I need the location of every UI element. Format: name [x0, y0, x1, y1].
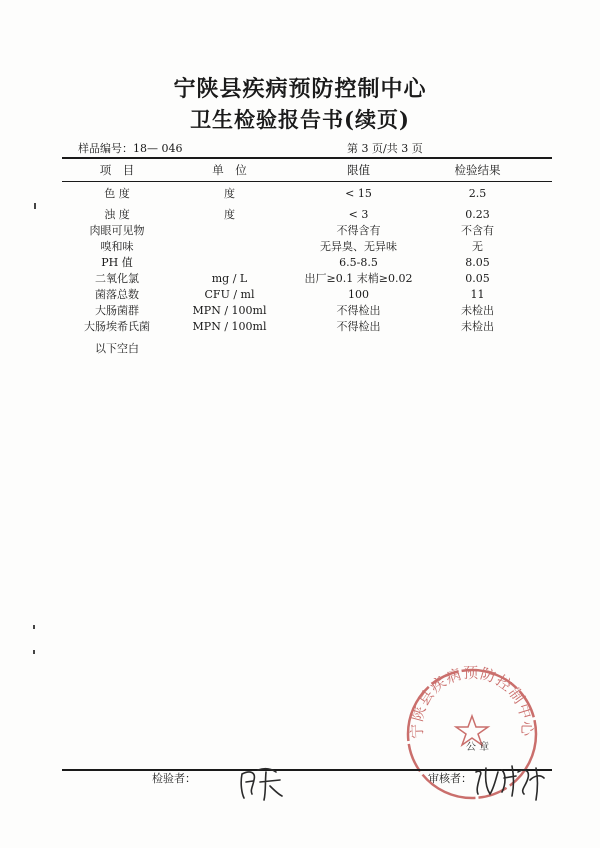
row-result: 未检出: [461, 304, 494, 317]
header-item: 项 目: [99, 163, 135, 177]
row-item: 浊 度: [104, 208, 130, 221]
row-result: 0.23: [465, 208, 490, 221]
row-limit: < 15: [345, 187, 372, 200]
table-row: [0, 207, 600, 222]
reviewer-label: 审核者：: [428, 772, 472, 785]
header-unit: 单 位: [212, 163, 247, 177]
scan-mark: [34, 203, 36, 209]
row-item: 大肠埃希氏菌: [84, 320, 150, 333]
row-item: 肉眼可见物: [89, 224, 145, 237]
row-result: 不含有: [461, 224, 494, 237]
table-row: [0, 319, 600, 334]
table-header-rule: [62, 181, 552, 182]
row-unit: MPN / 100ml: [192, 320, 267, 333]
row-limit: 不得检出: [336, 320, 381, 333]
row-result: 未检出: [461, 320, 494, 333]
sample-number: 样品编号：18— 046: [78, 142, 183, 155]
page-info: 第 3 页/共 3 页: [347, 142, 423, 155]
row-result: 无: [472, 240, 483, 253]
header-result: 检验结果: [454, 163, 501, 177]
row-unit: 度: [224, 187, 235, 200]
row-limit: < 3: [348, 208, 369, 221]
row-result: 11: [470, 288, 485, 301]
scan-mark: [33, 650, 35, 654]
row-item: 大肠菌群: [95, 304, 139, 317]
scan-mark: [33, 625, 35, 629]
row-unit: CFU / ml: [204, 288, 255, 301]
table-header: [0, 162, 600, 180]
row-limit: 出厂≥0.1 末梢≥0.02: [304, 272, 413, 285]
row-result: 2.5: [468, 187, 487, 200]
row-unit: mg / L: [211, 272, 248, 285]
row-limit: 无异臭、无异味: [320, 240, 397, 253]
row-item: 二氧化氯: [95, 272, 139, 285]
table-top-rule: [62, 157, 552, 159]
row-result: 0.05: [465, 272, 490, 285]
row-result: 8.05: [465, 256, 490, 269]
seal-text: 宁陕县疾病预防控制中心: [407, 664, 537, 740]
blank-below-note: 以下空白: [95, 342, 139, 355]
row-limit: 不得检出: [336, 304, 381, 317]
table-row: [0, 223, 600, 238]
row-limit: 6.5-8.5: [339, 256, 378, 269]
table-row: [0, 239, 600, 254]
seal-center-text: 公 章: [466, 742, 490, 753]
row-item: 菌落总数: [95, 288, 139, 301]
row-unit: 度: [224, 208, 235, 221]
row-item: 色 度: [104, 187, 130, 200]
inspector-label: 检验者：: [152, 772, 196, 785]
row-item: PH 值: [101, 256, 133, 269]
table-row: [0, 255, 600, 270]
table-row: [0, 271, 600, 286]
row-limit: 不得含有: [336, 224, 381, 237]
organization-title: 宁陕县疾病预防控制中心: [173, 76, 427, 102]
table-row: [0, 186, 600, 201]
table-row: [0, 287, 600, 302]
report-title: 卫生检验报告书(续页): [190, 107, 410, 132]
row-unit: MPN / 100ml: [192, 304, 267, 317]
row-limit: 100: [348, 288, 369, 301]
row-item: 嗅和味: [100, 240, 134, 253]
table-row: [0, 303, 600, 318]
header-limit: 限值: [347, 163, 370, 177]
signature-footer: [0, 769, 600, 799]
